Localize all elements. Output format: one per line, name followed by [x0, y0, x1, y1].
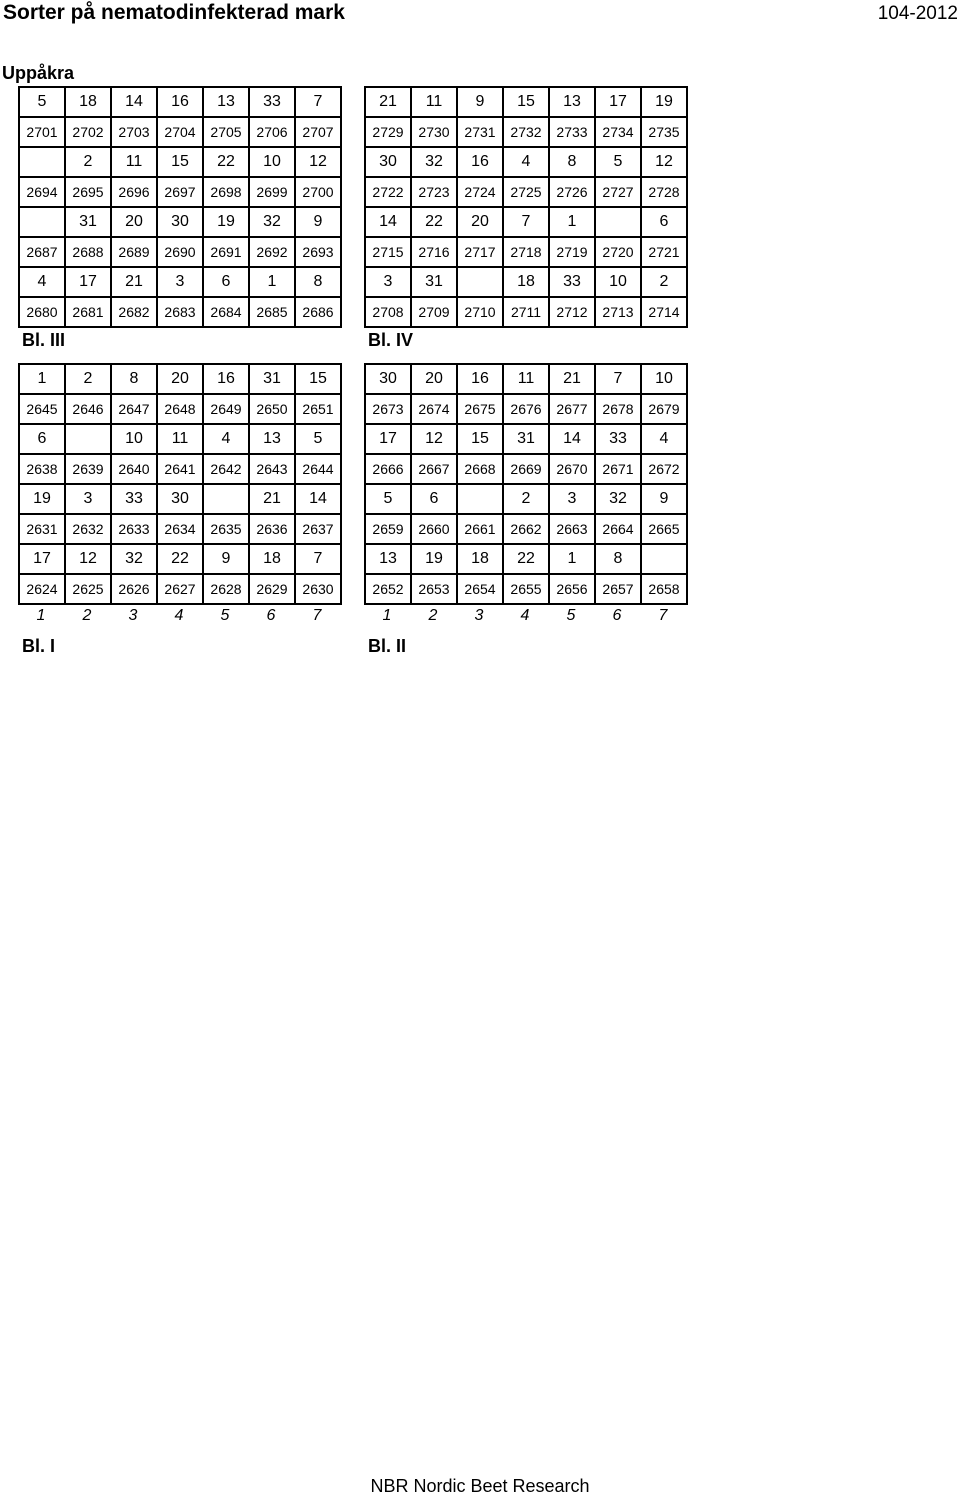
table-row: [365, 177, 687, 207]
plot-number-cell: 2647: [111, 394, 157, 424]
variety-cell: 16: [457, 147, 503, 177]
plot-number-cell: 2695: [65, 177, 111, 207]
plot-number-cell: 2632: [65, 514, 111, 544]
plot-number-cell: 2663: [549, 514, 595, 544]
variety-cell: 21: [249, 484, 295, 514]
variety-cell: 1: [249, 267, 295, 297]
variety-cell: 5: [595, 147, 641, 177]
plot-number-cell: 2688: [65, 237, 111, 267]
plot-number-cell: 2687: [19, 237, 65, 267]
variety-cell: [595, 207, 641, 237]
table-row: [365, 394, 687, 424]
table-row: [19, 147, 341, 177]
plot-number-cell: 2715: [365, 237, 411, 267]
variety-cell: 14: [295, 484, 341, 514]
variety-cell: 19: [19, 484, 65, 514]
plot-number-cell: 2719: [549, 237, 595, 267]
plot-number-cell: 2661: [457, 514, 503, 544]
variety-cell: 9: [457, 87, 503, 117]
variety-cell: 32: [111, 544, 157, 574]
variety-cell: 18: [249, 544, 295, 574]
plot-number-cell: 2655: [503, 574, 549, 604]
plot-number-cell: 2730: [411, 117, 457, 147]
variety-cell: 14: [549, 424, 595, 454]
table-row: [19, 424, 341, 454]
table-row: [19, 574, 341, 604]
column-number: 3: [474, 607, 484, 624]
table-row: [19, 364, 341, 394]
table-row: [19, 177, 341, 207]
column-number: 4: [520, 607, 530, 624]
plot-number-cell: 2697: [157, 177, 203, 207]
plot-number-cell: 2668: [457, 454, 503, 484]
plot-number-cell: 2696: [111, 177, 157, 207]
site-name: Uppåkra: [2, 63, 75, 83]
plot-number-cell: 2703: [111, 117, 157, 147]
variety-cell: 7: [295, 544, 341, 574]
table-row: [19, 544, 341, 574]
plot-number-cell: 2729: [365, 117, 411, 147]
block-label-bl4: Bl. IV: [368, 330, 414, 350]
column-number: 7: [312, 607, 322, 624]
variety-cell: 12: [641, 147, 687, 177]
plot-number-cell: 2626: [111, 574, 157, 604]
plot-number-cell: 2662: [503, 514, 549, 544]
variety-cell: 8: [595, 544, 641, 574]
variety-cell: 20: [111, 207, 157, 237]
plot-number-cell: 2725: [503, 177, 549, 207]
plot-number-cell: 2681: [65, 297, 111, 327]
variety-cell: 6: [641, 207, 687, 237]
plot-number-cell: 2675: [457, 394, 503, 424]
variety-cell: 21: [365, 87, 411, 117]
variety-cell: 31: [503, 424, 549, 454]
plot-number-cell: 2659: [365, 514, 411, 544]
plot-number-cell: 2666: [365, 454, 411, 484]
column-number: 5: [220, 607, 230, 624]
variety-cell: [641, 544, 687, 574]
table-row: [19, 267, 341, 297]
variety-cell: 13: [203, 87, 249, 117]
variety-cell: 1: [549, 207, 595, 237]
plot-number-cell: 2680: [19, 297, 65, 327]
variety-cell: 16: [457, 364, 503, 394]
column-number: 6: [612, 607, 622, 624]
variety-cell: 22: [157, 544, 203, 574]
variety-cell: 11: [411, 87, 457, 117]
plot-number-cell: 2677: [549, 394, 595, 424]
variety-cell: [19, 207, 65, 237]
variety-cell: 21: [111, 267, 157, 297]
table-row: [365, 267, 687, 297]
variety-cell: 22: [203, 147, 249, 177]
plot-number-cell: 2686: [295, 297, 341, 327]
table-row: [19, 237, 341, 267]
plot-number-cell: 2702: [65, 117, 111, 147]
plot-number-cell: 2721: [641, 237, 687, 267]
variety-cell: [457, 267, 503, 297]
variety-cell: 17: [595, 87, 641, 117]
table-row: [365, 207, 687, 237]
variety-cell: 15: [157, 147, 203, 177]
variety-cell: 2: [503, 484, 549, 514]
plot-number-cell: 2706: [249, 117, 295, 147]
variety-cell: 13: [365, 544, 411, 574]
plot-number-cell: 2665: [641, 514, 687, 544]
plot-number-cell: 2638: [19, 454, 65, 484]
plot-number-cell: 2724: [457, 177, 503, 207]
variety-cell: 9: [203, 544, 249, 574]
variety-cell: 4: [19, 267, 65, 297]
plot-number-cell: 2641: [157, 454, 203, 484]
column-number: 2: [82, 607, 92, 624]
plot-number-cell: 2653: [411, 574, 457, 604]
plot-number-cell: 2735: [641, 117, 687, 147]
variety-cell: 14: [365, 207, 411, 237]
variety-cell: [203, 484, 249, 514]
plot-number-cell: 2658: [641, 574, 687, 604]
plot-number-cell: 2720: [595, 237, 641, 267]
trial-code: 104-2012: [877, 3, 958, 24]
variety-cell: 16: [157, 87, 203, 117]
plot-number-cell: 2629: [249, 574, 295, 604]
variety-cell: 2: [65, 364, 111, 394]
variety-cell: 11: [157, 424, 203, 454]
plot-number-cell: 2630: [295, 574, 341, 604]
variety-cell: 1: [549, 544, 595, 574]
variety-cell: 6: [203, 267, 249, 297]
plot-number-cell: 2657: [595, 574, 641, 604]
variety-cell: [457, 484, 503, 514]
plot-number-cell: 2684: [203, 297, 249, 327]
table-row: [19, 484, 341, 514]
plot-number-cell: 2699: [249, 177, 295, 207]
table-row: [19, 514, 341, 544]
variety-cell: 32: [595, 484, 641, 514]
variety-cell: 15: [295, 364, 341, 394]
column-number: 4: [174, 607, 184, 624]
variety-cell: 30: [365, 147, 411, 177]
plot-number-cell: 2634: [157, 514, 203, 544]
variety-cell: 10: [111, 424, 157, 454]
variety-cell: 10: [249, 147, 295, 177]
plot-number-cell: 2683: [157, 297, 203, 327]
variety-cell: 5: [19, 87, 65, 117]
table-row: [365, 364, 687, 394]
table-row: [19, 454, 341, 484]
variety-cell: 22: [411, 207, 457, 237]
variety-cell: 3: [365, 267, 411, 297]
variety-cell: 8: [549, 147, 595, 177]
variety-cell: 8: [111, 364, 157, 394]
plot-number-cell: 2698: [203, 177, 249, 207]
variety-cell: 15: [503, 87, 549, 117]
block-grid: [18, 86, 342, 328]
plot-number-cell: 2639: [65, 454, 111, 484]
plot-number-cell: 2717: [457, 237, 503, 267]
variety-cell: 12: [295, 147, 341, 177]
plot-number-cell: 2633: [111, 514, 157, 544]
variety-cell: 18: [503, 267, 549, 297]
plot-number-cell: 2656: [549, 574, 595, 604]
plot-number-cell: 2727: [595, 177, 641, 207]
variety-cell: 19: [641, 87, 687, 117]
table-row: [365, 237, 687, 267]
plot-number-cell: 2631: [19, 514, 65, 544]
plot-number-cell: 2691: [203, 237, 249, 267]
variety-cell: 4: [641, 424, 687, 454]
plot-number-cell: 2732: [503, 117, 549, 147]
table-row: [365, 544, 687, 574]
variety-cell: 7: [295, 87, 341, 117]
plot-number-cell: 2692: [249, 237, 295, 267]
variety-cell: 21: [549, 364, 595, 394]
table-row: [365, 147, 687, 177]
plot-number-cell: 2690: [157, 237, 203, 267]
table-row: [365, 574, 687, 604]
plot-number-cell: 2708: [365, 297, 411, 327]
plot-number-cell: 2674: [411, 394, 457, 424]
variety-cell: 12: [411, 424, 457, 454]
variety-cell: 7: [503, 207, 549, 237]
table-row: [365, 117, 687, 147]
plot-number-cell: 2712: [549, 297, 595, 327]
variety-cell: 1: [19, 364, 65, 394]
variety-cell: 30: [157, 484, 203, 514]
variety-cell: 6: [411, 484, 457, 514]
variety-cell: 33: [595, 424, 641, 454]
table-row: [365, 87, 687, 117]
plot-number-cell: 2676: [503, 394, 549, 424]
variety-cell: 33: [111, 484, 157, 514]
plot-number-cell: 2651: [295, 394, 341, 424]
plot-number-cell: 2625: [65, 574, 111, 604]
variety-cell: 9: [295, 207, 341, 237]
plot-number-cell: 2637: [295, 514, 341, 544]
column-numbers-left: [18, 606, 340, 626]
plot-number-cell: 2678: [595, 394, 641, 424]
plot-number-cell: 2705: [203, 117, 249, 147]
plot-number-cell: 2685: [249, 297, 295, 327]
column-number: 5: [566, 607, 576, 624]
plot-number-cell: 2669: [503, 454, 549, 484]
plot-number-cell: 2635: [203, 514, 249, 544]
plot-number-cell: 2654: [457, 574, 503, 604]
variety-cell: 32: [249, 207, 295, 237]
plot-number-cell: 2726: [549, 177, 595, 207]
variety-cell: 22: [503, 544, 549, 574]
block-grid: [364, 363, 688, 605]
variety-cell: 2: [65, 147, 111, 177]
variety-cell: 11: [111, 147, 157, 177]
plot-number-cell: 2650: [249, 394, 295, 424]
variety-cell: 12: [65, 544, 111, 574]
footer-text: NBR Nordic Beet Research: [370, 1476, 590, 1496]
plot-number-cell: 2644: [295, 454, 341, 484]
plot-number-cell: 2728: [641, 177, 687, 207]
variety-cell: 20: [411, 364, 457, 394]
plot-number-cell: 2667: [411, 454, 457, 484]
variety-cell: 2: [641, 267, 687, 297]
table-row: [365, 297, 687, 327]
table-row: [19, 297, 341, 327]
table-row: [19, 87, 341, 117]
variety-cell: 3: [549, 484, 595, 514]
variety-cell: 20: [457, 207, 503, 237]
page-title: Sorter på nematodinfekterad mark: [3, 1, 345, 24]
plot-number-cell: 2672: [641, 454, 687, 484]
block-label-bl3: Bl. III: [22, 330, 66, 350]
plot-number-cell: 2694: [19, 177, 65, 207]
plot-number-cell: 2649: [203, 394, 249, 424]
plot-number-cell: 2646: [65, 394, 111, 424]
variety-cell: 32: [411, 147, 457, 177]
plot-number-cell: 2710: [457, 297, 503, 327]
block-label-bl2: Bl. II: [368, 636, 407, 656]
table-row: [19, 207, 341, 237]
variety-cell: 31: [411, 267, 457, 297]
table-row: [365, 484, 687, 514]
plot-number-cell: 2660: [411, 514, 457, 544]
variety-cell: 10: [641, 364, 687, 394]
variety-cell: 17: [365, 424, 411, 454]
plot-number-cell: 2709: [411, 297, 457, 327]
variety-cell: 4: [203, 424, 249, 454]
plot-number-cell: 2693: [295, 237, 341, 267]
plot-number-cell: 2628: [203, 574, 249, 604]
plot-number-cell: 2645: [19, 394, 65, 424]
plot-number-cell: 2711: [503, 297, 549, 327]
table-row: [365, 454, 687, 484]
plot-number-cell: 2642: [203, 454, 249, 484]
plot-number-cell: 2714: [641, 297, 687, 327]
variety-cell: 13: [249, 424, 295, 454]
plot-number-cell: 2734: [595, 117, 641, 147]
table-row: [19, 394, 341, 424]
variety-cell: 5: [295, 424, 341, 454]
column-number: 2: [428, 607, 438, 624]
variety-cell: 31: [65, 207, 111, 237]
variety-cell: 7: [595, 364, 641, 394]
variety-cell: 13: [549, 87, 595, 117]
plot-number-cell: 2643: [249, 454, 295, 484]
plot-number-cell: 2664: [595, 514, 641, 544]
block-label-bl1: Bl. I: [22, 636, 56, 656]
plot-number-cell: 2731: [457, 117, 503, 147]
plot-number-cell: 2624: [19, 574, 65, 604]
variety-cell: 31: [249, 364, 295, 394]
variety-cell: 11: [503, 364, 549, 394]
variety-cell: 10: [595, 267, 641, 297]
table-row: [365, 424, 687, 454]
variety-cell: [65, 424, 111, 454]
variety-cell: 17: [19, 544, 65, 574]
plot-number-cell: 2716: [411, 237, 457, 267]
column-number: 7: [658, 607, 668, 624]
variety-cell: 8: [295, 267, 341, 297]
variety-cell: 5: [365, 484, 411, 514]
plot-number-cell: 2652: [365, 574, 411, 604]
column-numbers-right: [364, 606, 686, 626]
variety-cell: 19: [411, 544, 457, 574]
variety-cell: 18: [457, 544, 503, 574]
plot-number-cell: 2636: [249, 514, 295, 544]
table-row: [365, 514, 687, 544]
variety-cell: [19, 147, 65, 177]
column-number: 3: [128, 607, 138, 624]
plot-number-cell: 2733: [549, 117, 595, 147]
plot-number-cell: 2713: [595, 297, 641, 327]
variety-cell: 9: [641, 484, 687, 514]
variety-cell: 16: [203, 364, 249, 394]
variety-cell: 30: [157, 207, 203, 237]
variety-cell: 15: [457, 424, 503, 454]
table-row: [19, 117, 341, 147]
plot-number-cell: 2670: [549, 454, 595, 484]
variety-cell: 17: [65, 267, 111, 297]
plot-number-cell: 2627: [157, 574, 203, 604]
plot-number-cell: 2707: [295, 117, 341, 147]
plot-number-cell: 2673: [365, 394, 411, 424]
variety-cell: 4: [503, 147, 549, 177]
block-grid: [18, 363, 342, 605]
variety-cell: 18: [65, 87, 111, 117]
plot-number-cell: 2700: [295, 177, 341, 207]
block-grid: [364, 86, 688, 328]
variety-cell: 20: [157, 364, 203, 394]
plot-number-cell: 2671: [595, 454, 641, 484]
variety-cell: 3: [157, 267, 203, 297]
variety-cell: 30: [365, 364, 411, 394]
variety-cell: 3: [65, 484, 111, 514]
column-number: 6: [266, 607, 276, 624]
plot-number-cell: 2722: [365, 177, 411, 207]
plot-number-cell: 2640: [111, 454, 157, 484]
plot-number-cell: 2689: [111, 237, 157, 267]
plot-number-cell: 2679: [641, 394, 687, 424]
plot-number-cell: 2723: [411, 177, 457, 207]
column-number: 1: [382, 607, 392, 624]
plot-number-cell: 2718: [503, 237, 549, 267]
plot-number-cell: 2648: [157, 394, 203, 424]
plot-number-cell: 2701: [19, 117, 65, 147]
variety-cell: 33: [249, 87, 295, 117]
column-number: 1: [36, 607, 46, 624]
variety-cell: 19: [203, 207, 249, 237]
plot-number-cell: 2682: [111, 297, 157, 327]
variety-cell: 33: [549, 267, 595, 297]
variety-cell: 6: [19, 424, 65, 454]
plot-number-cell: 2704: [157, 117, 203, 147]
variety-cell: 14: [111, 87, 157, 117]
